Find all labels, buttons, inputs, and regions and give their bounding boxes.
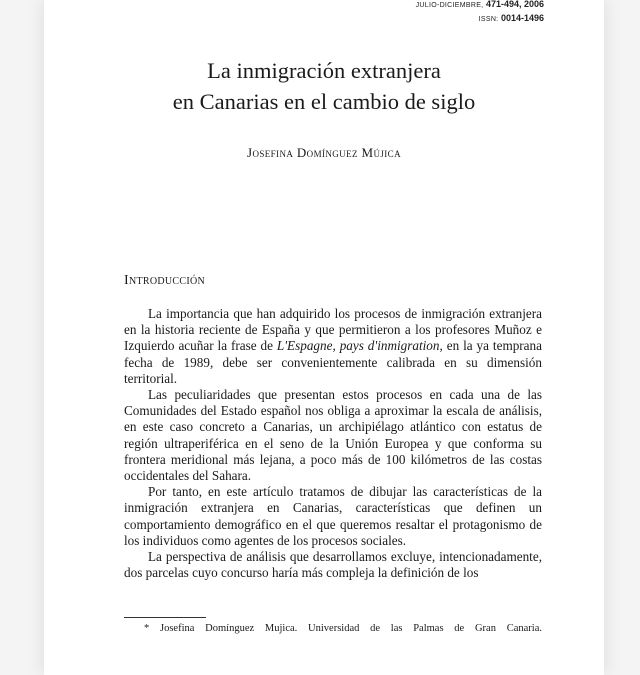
journal-issn-line bbox=[416, 12, 544, 26]
paragraph-1 bbox=[124, 306, 542, 387]
paragraph-4: La perspectiva de análisis que desarrollamos excluye, intencionadamente, dos parcelas cuyo concurso haría más compleja la definición de los bbox=[124, 549, 542, 581]
footnote: * Josefina Domínguez Mujica. Universidad de las Palmas de Gran Canaria. bbox=[144, 623, 542, 634]
article-body bbox=[124, 306, 542, 581]
paragraph-3: Por tanto, en este artículo tratamos de dibujar las características de la inmigración extranjera en Canarias, características que definen un comportamiento demográfico en el que queremos resaltar el protagonismo de los individuos como agentes de los procesos sociales. bbox=[124, 484, 542, 548]
journal-period: JULIO-DICIEMBRE, bbox=[415, 2, 484, 9]
section-heading: Introducción bbox=[124, 273, 206, 288]
paragraph-2: Las peculiaridades que presentan estos procesos en cada una de las Comunidades del Estado español nos obliga a aproximar la escala de análisis, en este caso concreto a Canarias, un archipiélago atlántico con estatus de región ultraperiférica en el seno de la Unión Europea y que conforma su frontera meridional más lejana, a poco más de 100 kilómetros de las costas occidentales del Sahara. bbox=[124, 387, 542, 484]
article-title-line-2: en Canarias en el cambio de siglo bbox=[172, 89, 476, 114]
journal-issue-line bbox=[416, 0, 544, 12]
article-title-line-1: La inmigración extranjera bbox=[207, 58, 441, 83]
article-title bbox=[44, 55, 604, 117]
footnote-divider bbox=[124, 617, 206, 618]
issn-value: 0014-1496 bbox=[500, 13, 544, 23]
article-author: Josefina Domínguez Mújica bbox=[246, 145, 401, 160]
document-page bbox=[44, 0, 604, 675]
journal-pages-year: 471-494, 2006 bbox=[485, 0, 544, 9]
issn-label: ISSN: bbox=[478, 16, 499, 23]
paragraph-1-text-b: , en la ya temprana fecha de 1989, debe ser convenientemente calibrada en su dimensión territorial. bbox=[124, 338, 542, 386]
journal-header bbox=[416, 0, 544, 26]
paragraph-1-italic-title: L'Espagne, pays d'inmigration bbox=[276, 338, 440, 354]
paragraph-1-text-a: La importancia que han adquirido los procesos de inmigración extranjera en la historia reciente de España y que permitieron a los profesores Muñoz e Izquierdo acuñar la frase de bbox=[124, 306, 542, 354]
